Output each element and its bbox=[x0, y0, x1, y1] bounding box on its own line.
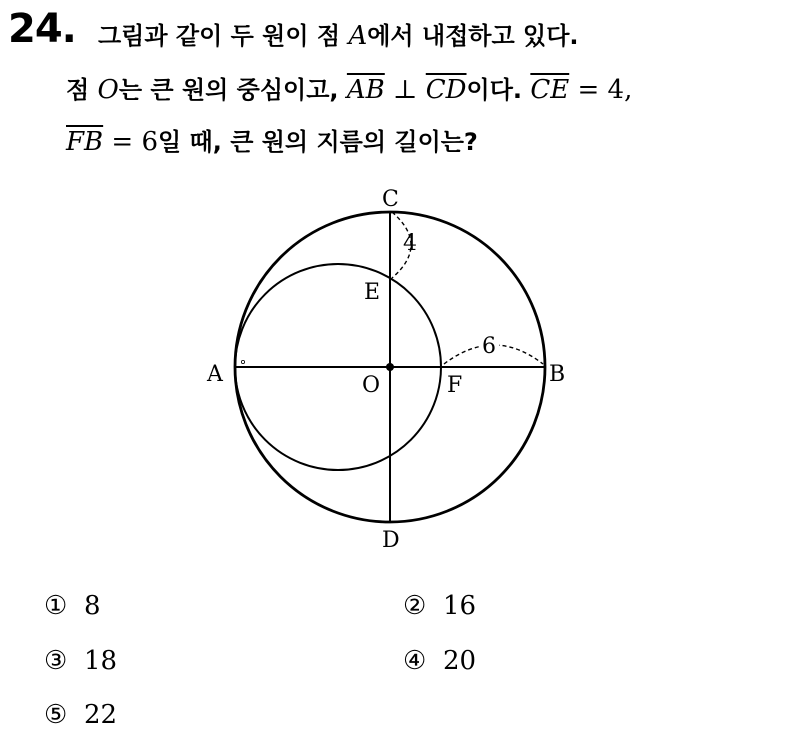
segment-label: $\overline{CD}$ bbox=[425, 75, 467, 105]
option-value: 16 bbox=[443, 591, 477, 621]
option-marker: ③ bbox=[44, 646, 68, 676]
option-3[interactable] bbox=[44, 646, 117, 676]
equation-text: = 4, bbox=[569, 75, 633, 105]
question-text: 일 때, 큰 원의 지름의 길이는? bbox=[158, 128, 478, 156]
segment-label: $\overline{FB}$ bbox=[66, 127, 104, 157]
tangent-point-mark bbox=[241, 360, 244, 363]
point-label-e: E bbox=[364, 280, 381, 305]
point-label-a: A bbox=[207, 362, 223, 387]
point-label-d: D bbox=[382, 528, 400, 553]
point-label-c: C bbox=[382, 187, 399, 212]
question-text: 이다. bbox=[466, 76, 531, 104]
equation-text: = 6 bbox=[103, 127, 159, 157]
option-value: 18 bbox=[84, 646, 118, 676]
option-marker: ④ bbox=[403, 646, 427, 676]
point-label-o: O bbox=[362, 373, 381, 398]
option-5[interactable] bbox=[44, 700, 117, 730]
option-2[interactable] bbox=[403, 591, 476, 621]
question-number: 24. bbox=[8, 6, 76, 52]
question-text: 에서 내접하고 있다. bbox=[367, 22, 579, 50]
segment-label: $\overline{AB}$ bbox=[346, 75, 385, 105]
option-marker: ① bbox=[44, 591, 68, 621]
length-label-ce: 4 bbox=[403, 231, 417, 256]
point-label: O bbox=[97, 75, 119, 105]
point-label: A bbox=[348, 21, 368, 51]
question-text: 점 bbox=[66, 76, 98, 104]
center-point-o bbox=[386, 363, 394, 371]
point-label-b: B bbox=[549, 362, 566, 387]
question-text: 그림과 같이 두 원이 점 bbox=[98, 22, 349, 50]
option-value: 8 bbox=[84, 591, 101, 621]
option-marker: ⑤ bbox=[44, 700, 68, 730]
option-marker: ② bbox=[403, 591, 427, 621]
perpendicular-symbol: ⊥ bbox=[384, 75, 426, 105]
option-4[interactable] bbox=[403, 646, 476, 676]
length-label-fb: 6 bbox=[482, 334, 496, 359]
question-text: 는 큰 원의 중심이고, bbox=[118, 76, 347, 104]
option-value: 22 bbox=[84, 700, 118, 730]
segment-label: $\overline{CE}$ bbox=[530, 75, 570, 105]
option-1[interactable] bbox=[44, 591, 101, 621]
option-value: 20 bbox=[443, 646, 477, 676]
point-label-f: F bbox=[447, 373, 463, 398]
